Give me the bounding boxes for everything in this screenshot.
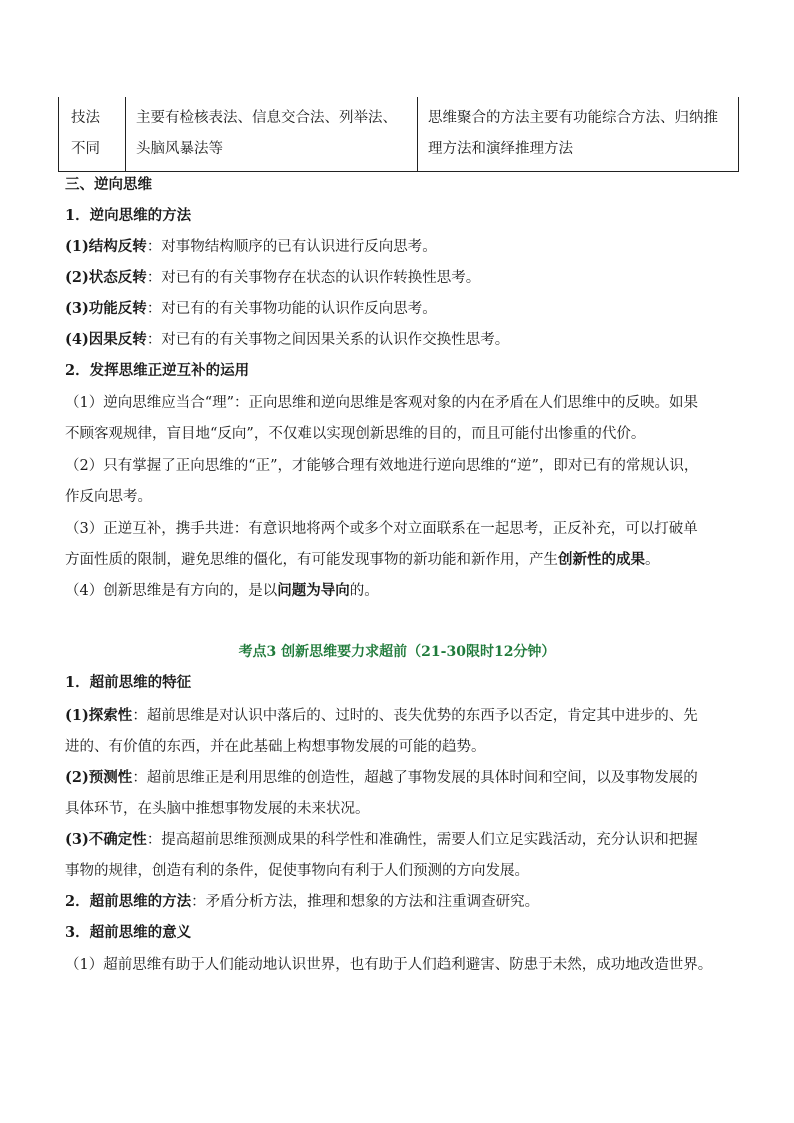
- convergent-methods-cell: [418, 97, 739, 172]
- table-row: [59, 97, 739, 172]
- paragraph-line: 进的、有价值的东西，并在此基础上构想事物发展的可能的趋势。: [65, 739, 486, 755]
- item-text: ：对已有的有关事物功能的认识作反向思考。: [146, 301, 437, 317]
- item-text: ：对已有的有关事物存在状态的认识作转换性思考。: [146, 270, 481, 286]
- row-label-cell: [59, 97, 126, 172]
- subsection-heading: 1．逆向思维的方法: [65, 207, 192, 224]
- section-heading: 三、逆向思维: [65, 176, 152, 193]
- paragraph-line: [65, 705, 698, 727]
- item-text: ：对事物结构顺序的已有认识进行反向思考。: [146, 239, 437, 255]
- subsection-heading: 3．超前思维的意义: [65, 924, 192, 941]
- text-run: 的。: [349, 583, 379, 599]
- divergent-methods-cell: [126, 97, 418, 172]
- item-label: (3)不确定性: [65, 831, 147, 848]
- cell-text-line: 理方法和演绎推理方法: [428, 141, 573, 157]
- paragraph-line: 具体环节，在头脑中推想事物发展的未来状况。: [65, 801, 370, 817]
- text-run: （4）创新思维是有方向的，是以: [65, 583, 278, 599]
- item-label: (1)结构反转: [65, 238, 147, 255]
- list-item: [65, 236, 437, 258]
- item-label: (4)因果反转: [65, 331, 147, 348]
- text-run: ：超前思维正是利用思维的创造性，超越了事物发展的具体时间和空间，以及事物发展的: [132, 770, 698, 786]
- text-run: ：超前思维是对认识中落后的、过时的、丧失优势的东西予以否定，肯定其中进步的、先: [132, 708, 698, 724]
- row-label-line: 不同: [71, 141, 100, 157]
- item-text: ：对已有的有关事物之间因果关系的认识作交换性思考。: [146, 332, 510, 348]
- list-item: [65, 267, 480, 289]
- item-label: 2．超前思维的方法: [65, 893, 192, 910]
- paragraph-line: 不顾客观规律，盲目地“反向”，不仅难以实现创新思维的目的，而且可能付出惨重的代价。: [65, 426, 646, 442]
- row-label-line: 技法: [71, 110, 100, 126]
- list-item: [65, 298, 437, 320]
- emphasis-text: 创新性的成果: [558, 551, 645, 568]
- paragraph-line: （3）正逆互补，携手共进：有意识地将两个或多个对立面联系在一起思考，正反补充，可以打破单: [65, 521, 698, 537]
- item-label: (1)探索性: [65, 707, 133, 724]
- paragraph-line: 事物的规律，创造有利的条件，促使事物向有利于人们预测的方向发展。: [65, 863, 529, 879]
- item-label: (3)功能反转: [65, 300, 147, 317]
- subsection-heading: 1．超前思维的特征: [65, 674, 192, 691]
- paragraph-line: [65, 580, 379, 602]
- emphasis-text: 问题为导向: [277, 582, 350, 599]
- text-run: 。: [645, 552, 660, 568]
- cell-text-line: 主要有检核表法、信息交合法、列举法、: [136, 110, 397, 126]
- cell-text-line: 头脑风暴法等: [136, 141, 223, 157]
- paragraph-line: [65, 549, 660, 571]
- list-item: [65, 329, 509, 351]
- text-run: ：矛盾分析方法，推理和想象的方法和注重调查研究。: [191, 894, 540, 910]
- text-run: ：提高超前思维预测成果的科学性和准确性，需要人们立足实践活动，充分认识和把握: [146, 832, 698, 848]
- paragraph-line: 作反向思考。: [65, 489, 152, 505]
- paragraph-line: [65, 891, 539, 913]
- paragraph-line: （2）只有掌握了正向思维的“正”，才能够合理有效地进行逆向思维的“逆”，即对已有的常规认识，: [65, 458, 699, 474]
- paragraph-line: [65, 767, 698, 789]
- text-run: 方面性质的限制，避免思维的僵化，有可能发现事物的新功能和新作用，产生: [65, 552, 558, 568]
- comparison-table: [58, 97, 739, 172]
- paragraph-line: （1）逆向思维应当合“理”：正向思维和逆向思维是客观对象的内在矛盾在人们思维中的反映。如果: [65, 395, 699, 411]
- paragraph-line: [65, 829, 698, 851]
- paragraph-line: （1）超前思维有助于人们能动地认识世界，也有助于人们趋利避害、防患于未然，成功地改造世界。: [65, 957, 713, 973]
- item-label: (2)预测性: [65, 769, 133, 786]
- subsection-heading: 2．发挥思维正逆互补的运用: [65, 362, 250, 379]
- topic-heading: 考点3 创新思维要力求超前（21-30限时12分钟）: [238, 644, 556, 660]
- item-label: (2)状态反转: [65, 269, 147, 286]
- cell-text-line: 思维聚合的方法主要有功能综合方法、归纳推: [428, 110, 718, 126]
